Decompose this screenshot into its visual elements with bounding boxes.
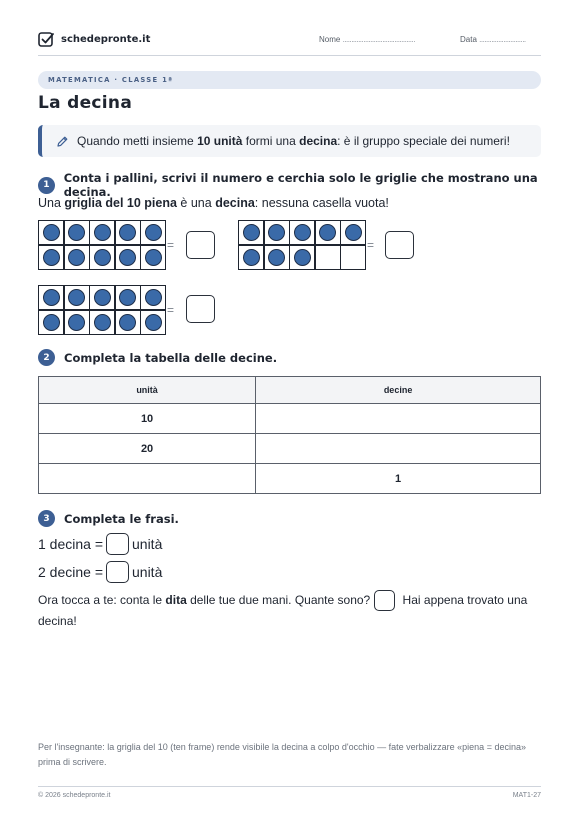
counter-dot xyxy=(68,314,85,331)
teacher-note: Per l'insegnante: la griglia del 10 (ten frame) rende visibile la decina a colpo d'occhio — fate verbalizzare «piena = decina» prima di scrivere. xyxy=(38,742,526,767)
ten-frame[interactable] xyxy=(38,220,166,270)
frame-cell xyxy=(290,246,314,269)
counter-dot xyxy=(68,289,85,306)
counter-dot xyxy=(119,289,136,306)
counter-dot xyxy=(268,224,285,241)
counter-dot xyxy=(145,249,162,266)
frame-cell xyxy=(316,221,340,244)
answer-box[interactable] xyxy=(385,231,414,259)
exercise-2-heading xyxy=(38,349,277,366)
tens-cell[interactable]: 1 xyxy=(256,464,541,494)
column-header-units: unità xyxy=(39,377,256,404)
counter-dot xyxy=(94,314,111,331)
units-cell[interactable]: 20 xyxy=(39,434,256,464)
question-text: Hai appena trovato una decina! xyxy=(38,593,528,629)
brand-name: schedepronte.it xyxy=(61,34,151,45)
counter-dot xyxy=(119,224,136,241)
counter-dot xyxy=(145,224,162,241)
frame-cell xyxy=(239,221,263,244)
counter-dot xyxy=(43,289,60,306)
hint-bold: griglia del 10 piena xyxy=(64,196,177,210)
exercise-3-heading xyxy=(38,510,179,527)
answer-box[interactable] xyxy=(106,561,129,583)
column-header-tens: decine xyxy=(256,377,541,404)
counter-dot xyxy=(319,224,336,241)
callout-text: : è il gruppo speciale dei numeri! xyxy=(337,134,510,148)
frame-cell xyxy=(116,311,140,334)
frame-cell xyxy=(141,286,165,309)
question-text: Ora tocca a te: conta le xyxy=(38,593,166,607)
sentence-text: 2 decine = xyxy=(38,564,103,580)
callout-text: formi una xyxy=(242,134,300,148)
answer-box[interactable] xyxy=(186,231,215,259)
name-line: .......................................... xyxy=(342,35,415,44)
frame-cell xyxy=(141,311,165,334)
sentence-2 xyxy=(38,561,162,583)
frame-cell xyxy=(316,246,340,269)
tens-table xyxy=(38,376,541,494)
step-number: 2 xyxy=(38,349,55,366)
copyright: © 2026 schedepronte.it xyxy=(38,792,111,799)
sentence-text: 1 decina = xyxy=(38,536,103,552)
frame-cell xyxy=(65,246,89,269)
sentence-text: unità xyxy=(132,536,163,552)
table-row xyxy=(39,464,541,494)
exercise-2-instruction: Completa la tabella delle decine. xyxy=(64,350,278,365)
counter-dot xyxy=(145,314,162,331)
exercise-1-instruction: Conta i pallini, scrivi il numero e cerchia solo le griglie che mostrano una decina. xyxy=(63,171,538,199)
frame-cell xyxy=(90,286,114,309)
callout-bold-units: 10 unità xyxy=(197,134,243,148)
counter-dot xyxy=(345,224,362,241)
frame-cell xyxy=(341,221,365,244)
counter-dot xyxy=(43,224,60,241)
frame-cell xyxy=(39,311,63,334)
date-field[interactable] xyxy=(460,35,526,44)
hint-bold: decina xyxy=(215,196,255,210)
exercise-3-instruction: Completa le frasi. xyxy=(64,511,179,526)
units-cell[interactable] xyxy=(39,464,256,494)
frame-cell xyxy=(141,221,165,244)
frame-cell xyxy=(65,221,89,244)
answer-box[interactable] xyxy=(374,590,395,611)
counter-dot xyxy=(294,224,311,241)
pencil-icon xyxy=(56,135,69,148)
answer-box[interactable] xyxy=(106,533,129,555)
brand-logo xyxy=(38,31,150,48)
page-footer xyxy=(38,786,541,799)
counter-dot xyxy=(243,249,260,266)
counter-dot xyxy=(119,314,136,331)
hint-text: Una xyxy=(38,196,65,210)
frame-cell xyxy=(265,246,289,269)
counter-dot xyxy=(243,224,260,241)
exercise-1-hint xyxy=(38,196,389,210)
sheet-code: MAT1-27 xyxy=(512,792,541,799)
frame-cell xyxy=(265,221,289,244)
table-row xyxy=(39,434,541,464)
step-number: 1 xyxy=(38,177,55,194)
counter-dot xyxy=(94,224,111,241)
page-header xyxy=(38,28,541,56)
tens-cell[interactable] xyxy=(256,404,541,434)
frame-cell xyxy=(39,246,63,269)
counter-dot xyxy=(268,249,285,266)
sentence-1 xyxy=(38,533,162,555)
counter-dot xyxy=(68,249,85,266)
hint-text: è una xyxy=(176,196,216,210)
subject-tag: MATEMATICA · CLASSE 1ª xyxy=(38,71,541,89)
frame-cell xyxy=(239,246,263,269)
frame-cell xyxy=(141,246,165,269)
frame-cell xyxy=(39,286,63,309)
frame-cell xyxy=(39,221,63,244)
counter-dot xyxy=(94,249,111,266)
frame-cell xyxy=(90,221,114,244)
sentence-text: unità xyxy=(132,564,163,580)
answer-box[interactable] xyxy=(186,295,215,323)
date-label: Data xyxy=(460,35,477,44)
hint-text: : nessuna casella vuota! xyxy=(254,196,389,210)
finger-question xyxy=(38,590,541,632)
name-label: Nome xyxy=(319,35,341,44)
step-number: 3 xyxy=(38,510,55,527)
intro-callout xyxy=(38,125,541,157)
callout-bold-decina: decina xyxy=(299,134,338,148)
date-line: ........................... xyxy=(479,35,526,44)
counter-dot xyxy=(68,224,85,241)
frame-cell xyxy=(90,311,114,334)
counter-dot xyxy=(145,289,162,306)
table-row xyxy=(39,404,541,434)
frame-cell xyxy=(116,286,140,309)
checkbox-logo-icon xyxy=(38,31,55,48)
frame-cell xyxy=(290,221,314,244)
frame-cell xyxy=(90,246,114,269)
equals-sign: = xyxy=(167,238,175,252)
counter-dot xyxy=(43,314,60,331)
counter-dot xyxy=(94,289,111,306)
equals-sign: = xyxy=(167,303,175,317)
name-field[interactable] xyxy=(319,35,415,44)
question-text: delle tue due mani. Quante sono? xyxy=(186,593,371,607)
tens-cell[interactable] xyxy=(256,434,541,464)
frame-cell xyxy=(116,221,140,244)
frame-cell xyxy=(65,286,89,309)
counter-dot xyxy=(119,249,136,266)
ten-frame[interactable] xyxy=(38,285,166,335)
ten-frame[interactable] xyxy=(238,220,366,270)
frame-cell xyxy=(65,311,89,334)
equals-sign: = xyxy=(367,238,375,252)
counter-dot xyxy=(294,249,311,266)
page-title: La decina xyxy=(38,93,133,113)
frame-cell xyxy=(341,246,365,269)
frame-cell xyxy=(116,246,140,269)
counter-dot xyxy=(43,249,60,266)
callout-text: Quando metti insieme xyxy=(77,134,198,148)
question-bold: dita xyxy=(165,593,187,607)
units-cell[interactable]: 10 xyxy=(39,404,256,434)
exercise-1-heading xyxy=(38,171,579,199)
